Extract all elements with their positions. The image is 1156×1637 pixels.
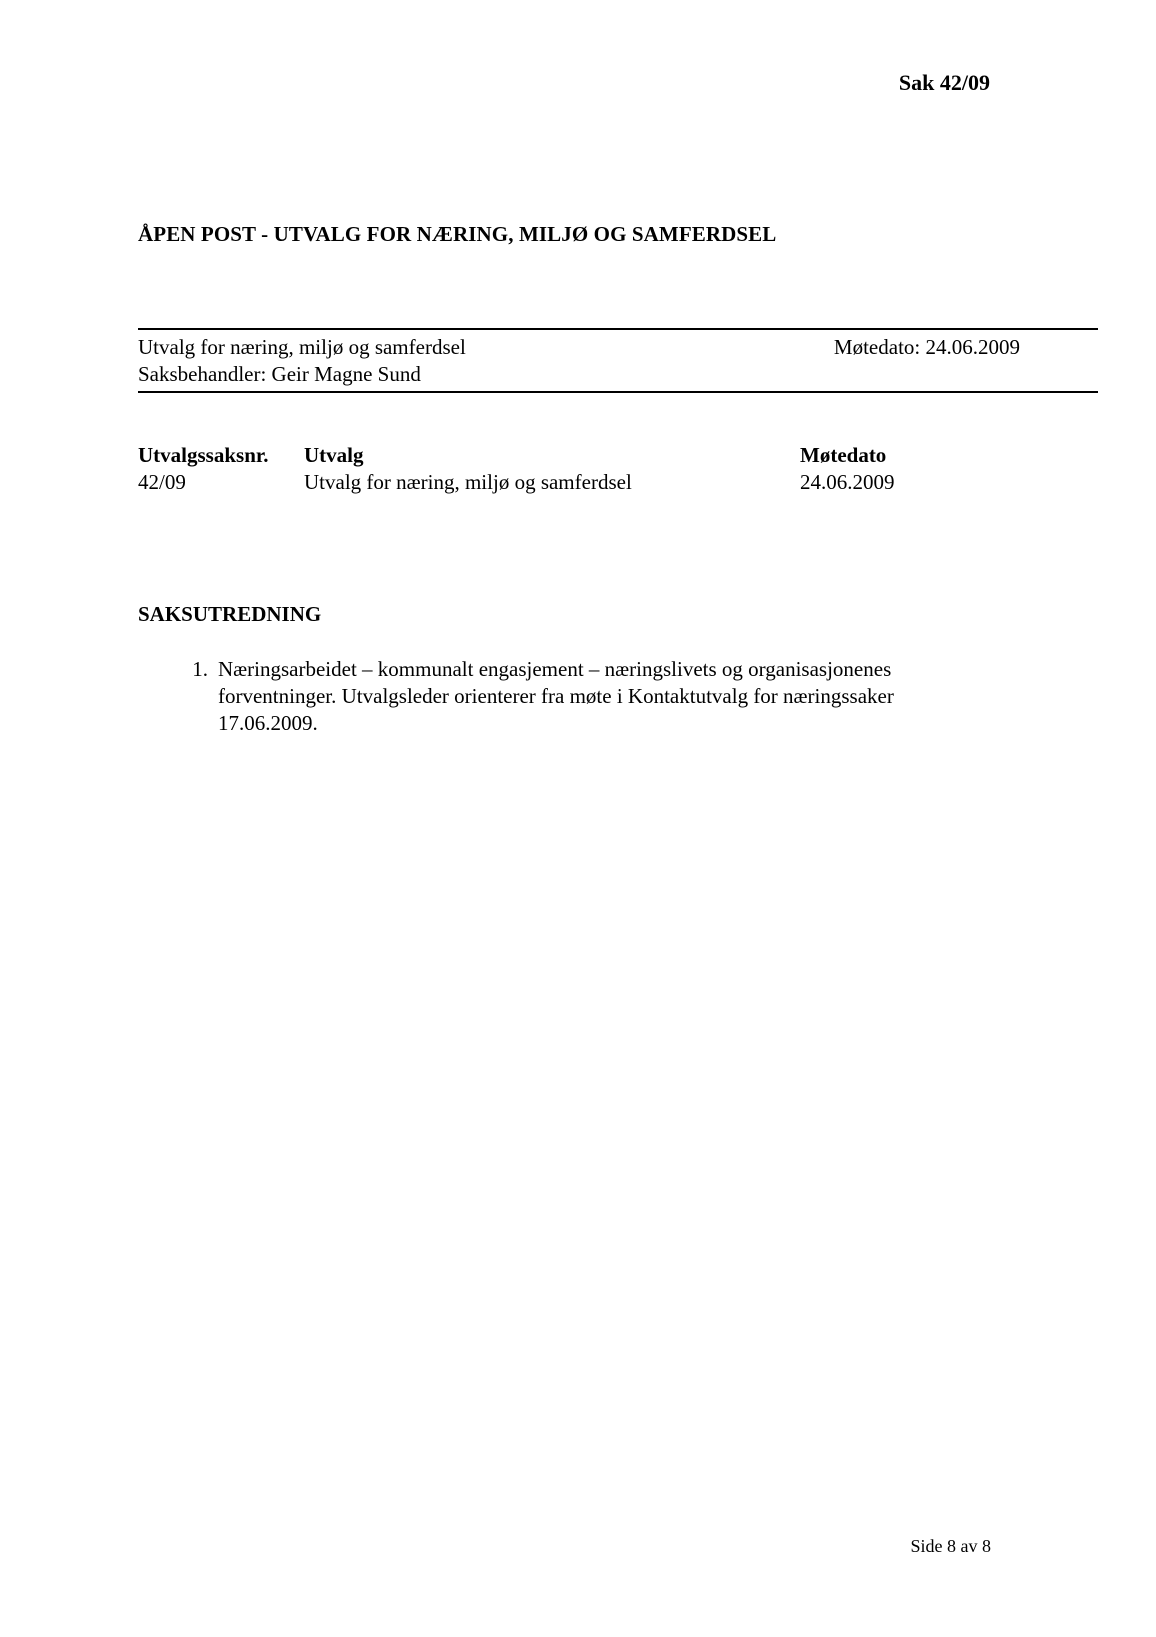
header-meeting-date: Møtedato: [800, 443, 887, 467]
case-number: Sak 42/09: [898, 70, 990, 95]
meta-row-committee: [138, 334, 1098, 361]
case-table: [138, 442, 920, 496]
section-heading: SAKSUTREDNING: [138, 602, 322, 626]
cell-case-number: 42/09: [138, 470, 186, 494]
header-case-number: Utvalgssaksnr.: [138, 443, 269, 467]
header-committee: Utvalg: [304, 443, 364, 467]
cell-meeting-date: 24.06.2009: [800, 470, 895, 494]
cell-committee: Utvalg for næring, miljø og samferdsel: [304, 470, 632, 494]
page-footer: Side 8 av 8: [910, 1536, 991, 1556]
list-item: [138, 656, 998, 737]
table-row: [138, 469, 920, 496]
committee-name: Utvalg for næring, miljø og samferdsel: [138, 335, 466, 359]
case-table-header: [138, 442, 920, 469]
meeting-date: Møtedato: 24.06.2009: [833, 335, 1020, 359]
meeting-meta-block: [138, 328, 1098, 393]
meta-row-officer: [138, 361, 1098, 388]
case-officer: Saksbehandler: Geir Magne Sund: [138, 362, 421, 386]
list-item-number: 1.: [192, 657, 208, 681]
list-item-text: Næringsarbeidet – kommunalt engasjement – næringslivets og organisasjonenes forventninger. Utvalgsleder orienterer fra møte i Kontaktutvalg for næringssaker 17.06.2009.: [218, 657, 894, 735]
document-title: ÅPEN POST - UTVALG FOR NÆRING, MILJØ OG SAMFERDSEL: [138, 222, 777, 246]
bottom-rule: [138, 391, 1098, 393]
